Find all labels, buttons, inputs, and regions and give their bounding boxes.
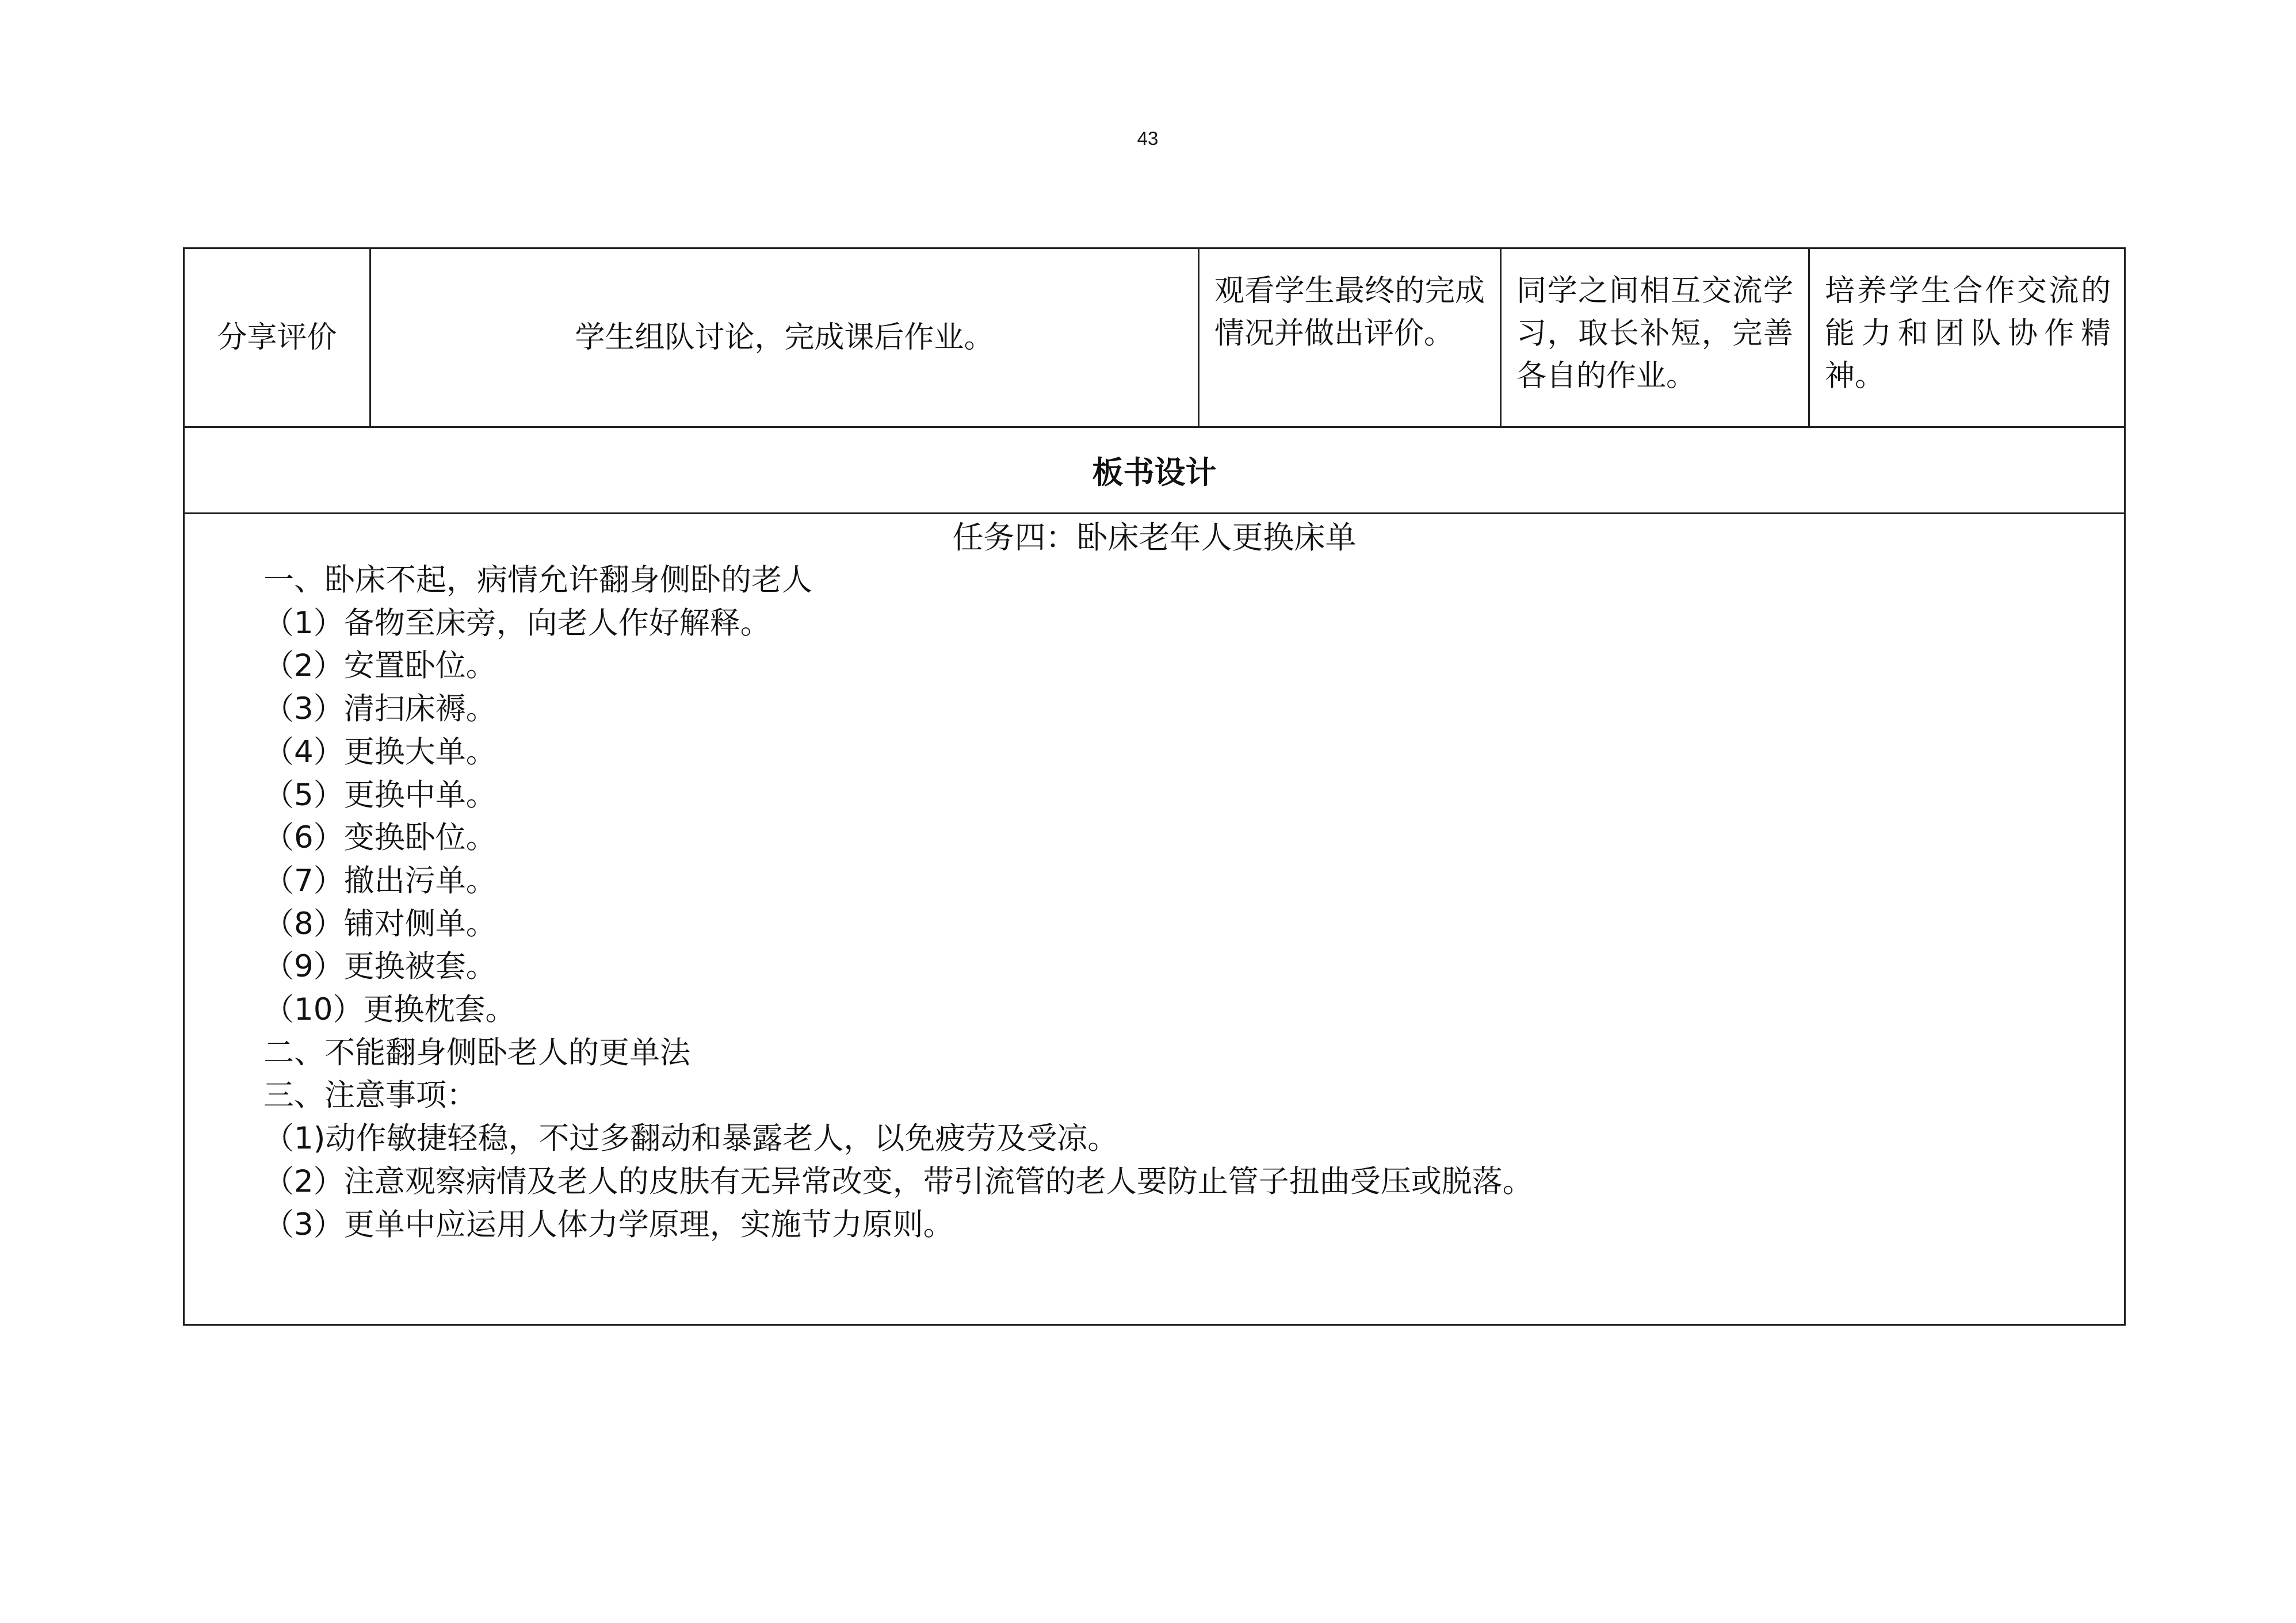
board-line: （2）安置卧位。: [263, 648, 496, 684]
page-number: 43: [1137, 128, 1159, 149]
board-line: （2）注意观察病情及老人的皮肤有无异常改变，带引流管的老人要防止管子扭曲受压或脱落。: [263, 1163, 1533, 1199]
stage-label: 分享评价: [217, 320, 337, 355]
design-intent-text: 培养学生合作交流的能力和团队协作精神。: [1825, 274, 2111, 393]
section-heading: 板书设计: [1092, 454, 1217, 491]
board-line: （1）备物至床旁，向老人作好解释。: [263, 605, 771, 641]
content-cell: [371, 249, 1199, 426]
board-line: （10）更换枕套。: [263, 992, 516, 1028]
board-line: （5）更换中单。: [263, 777, 496, 813]
board-title: 任务四：卧床老年人更换床单: [952, 519, 1357, 556]
teacher-activity-cell: [1199, 249, 1502, 426]
board-line: （8）铺对侧单。: [263, 906, 496, 941]
board-line: （3）更单中应运用人体力学原理，实施节力原则。: [263, 1207, 954, 1242]
board-line: （1)动作敏捷轻稳，不过多翻动和暴露老人，以免疲劳及受凉。: [263, 1121, 1118, 1157]
board-design-cell: [185, 514, 2124, 1327]
section-heading-row: [185, 428, 2124, 514]
board-line: （4）更换大单。: [263, 734, 496, 770]
lesson-table: [183, 247, 2126, 1326]
stage-cell: [185, 249, 371, 426]
board-line: （7）撤出污单。: [263, 863, 496, 898]
board-line: （9）更换被套。: [263, 949, 496, 985]
table-row-share-evaluation: [185, 249, 2124, 428]
board-line: （6）变换卧位。: [263, 820, 496, 856]
teacher-activity-text: 观看学生最终的完成情况并做出评价。: [1214, 274, 1485, 351]
student-activity-cell: [1502, 249, 1810, 426]
student-activity-text: 同学之间相互交流学习，取长补短，完善各自的作业。: [1516, 274, 1793, 393]
board-line: （3）清扫床褥。: [263, 691, 496, 727]
design-intent-cell: [1810, 249, 2126, 426]
board-line: 二、不能翻身侧卧老人的更单法: [263, 1035, 690, 1070]
board-line: 一、卧床不起，病情允许翻身侧卧的老人: [263, 562, 812, 598]
content-text: 学生组队讨论，完成课后作业。: [575, 320, 994, 355]
board-lines: [263, 559, 1533, 1246]
board-line: 三、注意事项：: [263, 1078, 477, 1113]
